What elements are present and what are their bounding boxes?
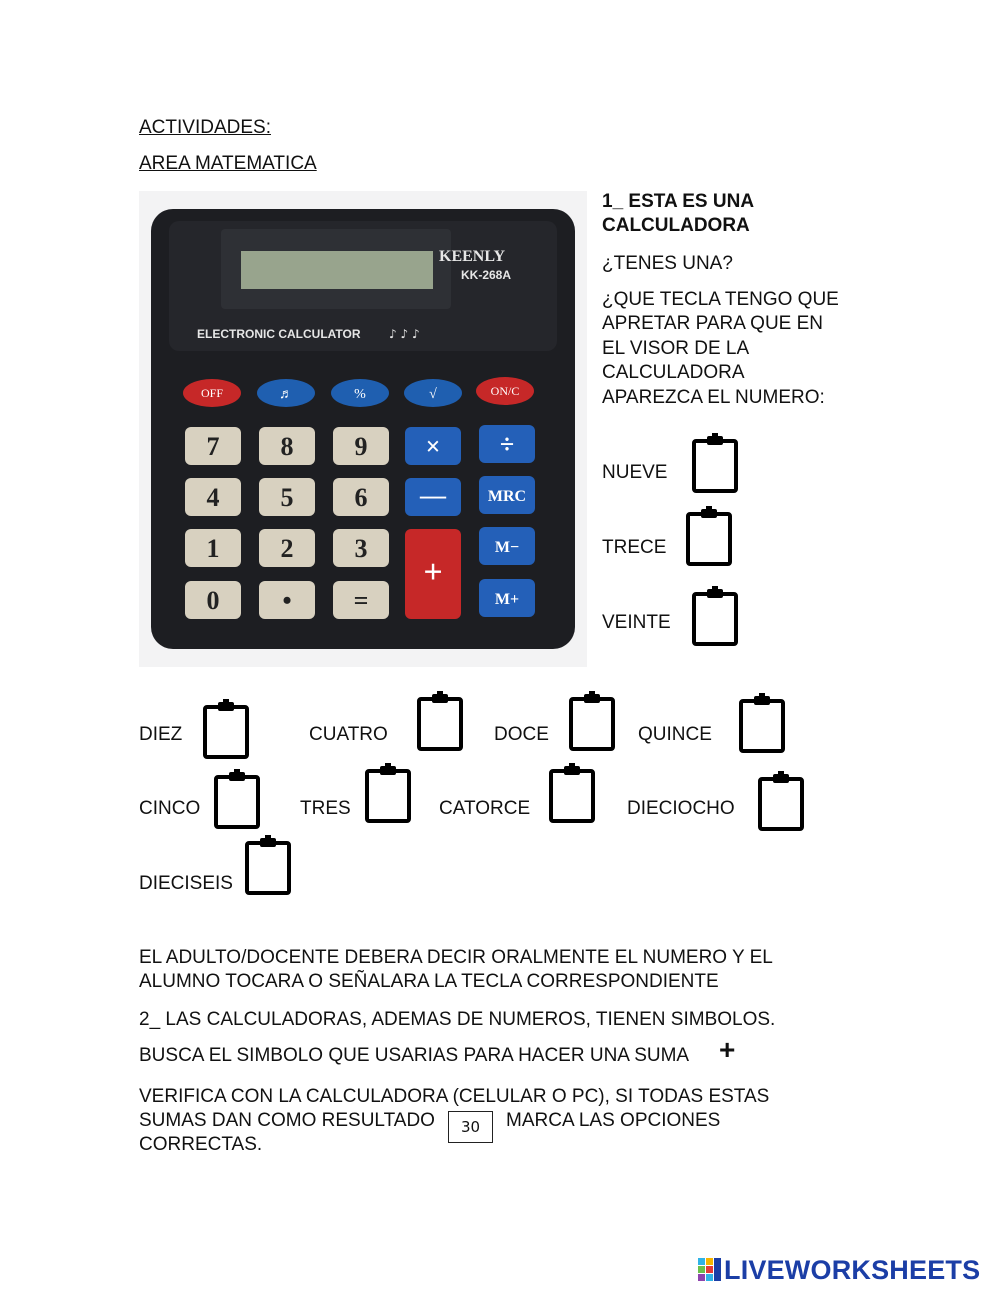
- svg-text:5: 5: [280, 483, 294, 512]
- clipboard-icon: [363, 763, 413, 825]
- verify-line: MARCA LAS OPCIONES: [506, 1110, 721, 1131]
- number-label-diez: DIEZ: [139, 724, 183, 745]
- drop-box-tres[interactable]: [363, 763, 413, 825]
- calculator-brand: KEENLY: [439, 248, 506, 265]
- clipboard-icon: [737, 693, 787, 755]
- svg-text:♬: ♬: [279, 387, 293, 402]
- question-line: APRETAR PARA QUE EN: [602, 313, 824, 334]
- calculator-model: KK-268A: [461, 268, 512, 282]
- svg-text:M−: M−: [494, 539, 520, 556]
- number-label-dieciseis: DIECISEIS: [139, 873, 233, 894]
- clipboard-icon: [684, 506, 734, 568]
- clipboard-icon: [756, 771, 806, 833]
- svg-text:1: 1: [206, 534, 220, 563]
- number-label-nueve: NUEVE: [602, 462, 668, 483]
- svg-text:÷: ÷: [499, 430, 515, 459]
- svg-text:2: 2: [280, 534, 294, 563]
- number-label-veinte: VEINTE: [602, 612, 671, 633]
- drop-box-cuatro[interactable]: [415, 691, 465, 753]
- svg-text:ON/C: ON/C: [490, 384, 520, 398]
- drop-box-diez[interactable]: [201, 699, 251, 761]
- page-subtitle: AREA MATEMATICA: [139, 153, 317, 174]
- svg-text:♪ ♪ ♪: ♪ ♪ ♪: [389, 327, 420, 341]
- plus-icon: +: [719, 1034, 736, 1065]
- clipboard-icon: [243, 835, 293, 897]
- liveworksheets-logo: [698, 1255, 980, 1285]
- question-line: APAREZCA EL NUMERO:: [602, 387, 825, 408]
- instructions-line: EL ADULTO/DOCENTE DEBERA DECIR ORALMENTE EL NUMERO Y EL: [139, 947, 773, 968]
- activity2-search-line: BUSCA EL SIMBOLO QUE USARIAS PARA HACER UNA SUMA: [139, 1045, 690, 1066]
- svg-text:=: =: [353, 586, 369, 615]
- drop-box-catorce[interactable]: [547, 763, 597, 825]
- drop-box-quince[interactable]: [737, 693, 787, 755]
- number-label-dieciocho: DIECIOCHO: [627, 798, 735, 819]
- activity1-heading-line1: 1_ ESTA ES UNA: [602, 191, 755, 212]
- instructions-line: ALUMNO TOCARA O SEÑALARA LA TECLA CORRESPONDIENTE: [139, 971, 719, 992]
- clipboard-icon: [212, 769, 262, 831]
- drop-box-cinco[interactable]: [212, 769, 262, 831]
- svg-text:9: 9: [354, 432, 368, 461]
- page-title: ACTIVIDADES:: [139, 117, 271, 138]
- drop-box-nueve[interactable]: [690, 433, 740, 495]
- question-line: CALCULADORA: [602, 362, 745, 383]
- verify-line: CORRECTAS.: [139, 1134, 263, 1155]
- brand-name: LIVEWORKSHEETS: [724, 1254, 981, 1285]
- svg-text:+: +: [423, 554, 443, 591]
- svg-text:0: 0: [206, 586, 220, 615]
- svg-text:MRC: MRC: [487, 488, 527, 505]
- clipboard-icon: [690, 433, 740, 495]
- result-box: 30: [448, 1111, 493, 1143]
- svg-text:%: %: [354, 387, 366, 402]
- svg-text:M+: M+: [494, 591, 520, 608]
- clipboard-icon: [201, 699, 251, 761]
- question-tenes-una: ¿TENES UNA?: [602, 253, 733, 274]
- number-label-catorce: CATORCE: [439, 798, 531, 819]
- drop-box-dieciseis[interactable]: [243, 835, 293, 897]
- svg-text:4: 4: [206, 483, 220, 512]
- question-line: EL VISOR DE LA: [602, 338, 750, 359]
- verify-line: SUMAS DAN COMO RESULTADO: [139, 1110, 435, 1131]
- brand-icon: [698, 1258, 722, 1282]
- number-label-cuatro: CUATRO: [309, 724, 388, 745]
- activity2-heading: 2_ LAS CALCULADORAS, ADEMAS DE NUMEROS, TIENEN SIMBOLOS.: [139, 1009, 776, 1030]
- number-label-tres: TRES: [300, 798, 351, 819]
- svg-text:OFF: OFF: [200, 386, 224, 400]
- activity1-heading-line2: CALCULADORA: [602, 215, 750, 236]
- number-label-quince: QUINCE: [638, 724, 712, 745]
- calculator-label: ELECTRONIC CALCULATOR: [197, 327, 361, 341]
- clipboard-icon: [567, 691, 617, 753]
- clipboard-icon: [415, 691, 465, 753]
- drop-box-dieciocho[interactable]: [756, 771, 806, 833]
- svg-text:×: ×: [425, 432, 441, 461]
- question-line: ¿QUE TECLA TENGO QUE: [602, 289, 839, 310]
- drop-box-veinte[interactable]: [690, 586, 740, 648]
- svg-text:7: 7: [206, 432, 220, 461]
- number-label-cinco: CINCO: [139, 798, 201, 819]
- number-label-doce: DOCE: [494, 724, 549, 745]
- number-label-trece: TRECE: [602, 537, 667, 558]
- drop-box-trece[interactable]: [684, 506, 734, 568]
- svg-text:3: 3: [354, 534, 368, 563]
- drop-box-doce[interactable]: [567, 691, 617, 753]
- verify-line: VERIFICA CON LA CALCULADORA (CELULAR O PC), SI TODAS ESTAS: [139, 1086, 770, 1107]
- clipboard-icon: [690, 586, 740, 648]
- svg-text:8: 8: [280, 432, 294, 461]
- clipboard-icon: [547, 763, 597, 825]
- svg-text:—: —: [420, 481, 446, 510]
- svg-text:6: 6: [354, 483, 368, 512]
- svg-text:•: •: [282, 586, 292, 615]
- calculator-image: [139, 191, 587, 667]
- svg-text:√: √: [429, 387, 437, 402]
